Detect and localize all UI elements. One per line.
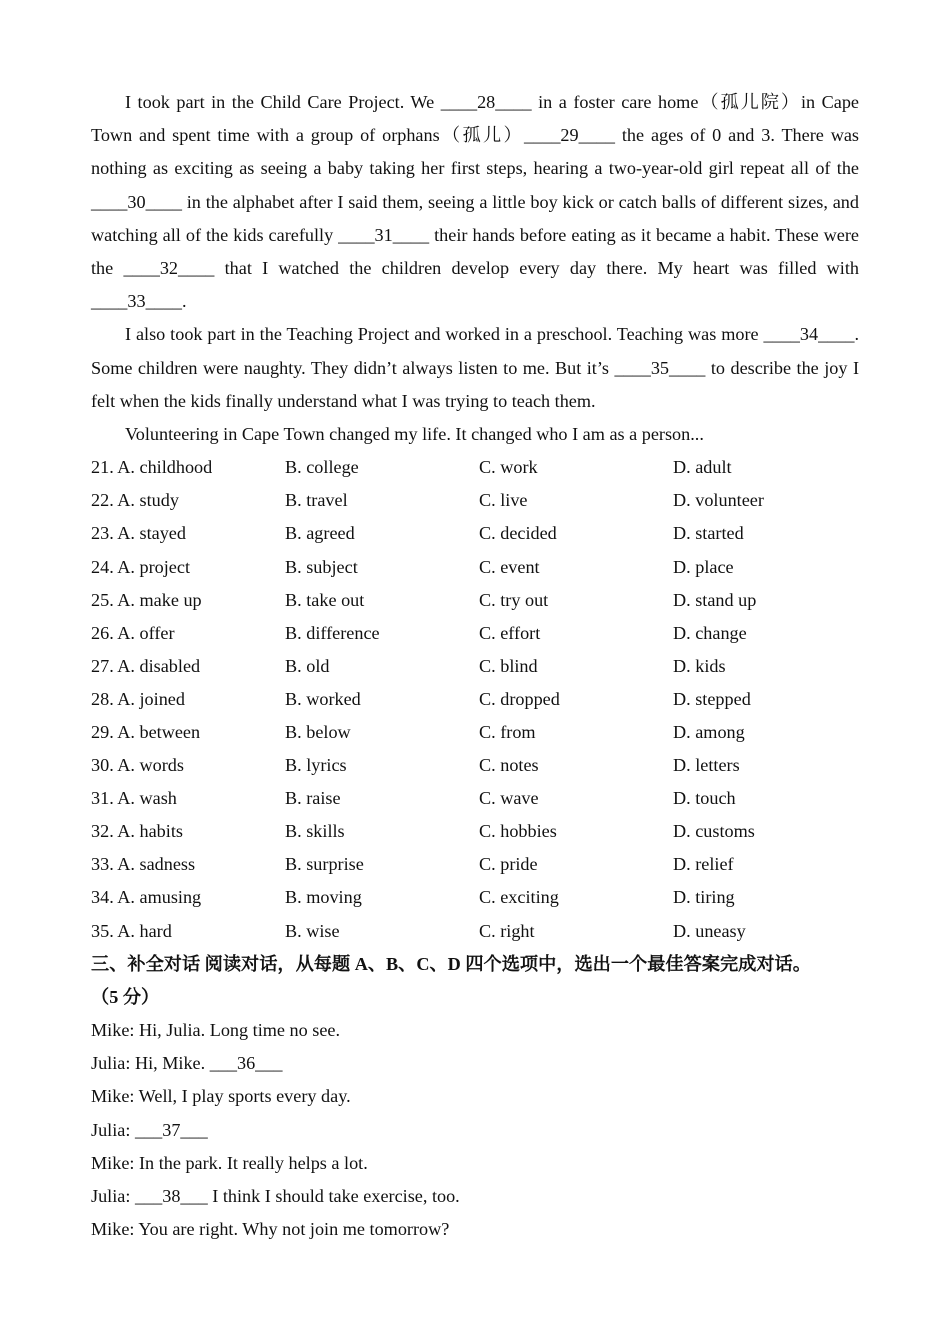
option-b: B. old xyxy=(285,655,330,676)
option-a: 21. A. childhood xyxy=(91,457,213,478)
option-row xyxy=(91,915,859,948)
option-a: 23. A. stayed xyxy=(91,523,186,544)
passage-paragraph: I also took part in the Teaching Project and worked in a preschool. Teaching was more ____34____. Some children were naughty. They didn’t always listen to me. But it’s ____35____ to describe the joy I felt when the kids finally understand what I was trying to teach them. xyxy=(91,324,859,411)
option-b: B. travel xyxy=(285,490,348,511)
option-row xyxy=(91,484,859,517)
dialogue-line: Julia: ___37___ xyxy=(91,1119,208,1140)
option-d: D. relief xyxy=(673,854,734,875)
option-d: D. adult xyxy=(673,457,732,478)
option-b: B. lyrics xyxy=(285,755,347,776)
option-b: B. wise xyxy=(285,920,340,941)
option-c: C. right xyxy=(479,920,535,941)
option-c: C. hobbies xyxy=(479,821,557,842)
option-d: D. among xyxy=(673,721,745,742)
dialogue-line: Mike: Well, I play sports every day. xyxy=(91,1086,351,1107)
option-c: C. wave xyxy=(479,788,539,809)
option-c: C. live xyxy=(479,490,528,511)
option-c: C. dropped xyxy=(479,688,560,709)
dialogue-line: Julia: ___38___ I think I should take exercise, too. xyxy=(91,1186,460,1207)
option-c: C. blind xyxy=(479,655,538,676)
option-c: C. decided xyxy=(479,523,557,544)
option-row xyxy=(91,650,859,683)
option-a: 32. A. habits xyxy=(91,821,183,842)
option-d: D. tiring xyxy=(673,887,735,908)
option-d: D. stepped xyxy=(673,688,751,709)
option-b: B. worked xyxy=(285,688,361,709)
option-c: C. effort xyxy=(479,622,541,643)
option-a: 27. A. disabled xyxy=(91,655,201,676)
option-row xyxy=(91,451,859,484)
option-a: 35. A. hard xyxy=(91,920,172,941)
option-a: 34. A. amusing xyxy=(91,887,202,908)
option-row xyxy=(91,716,859,749)
dialogue xyxy=(91,1014,859,1246)
option-b: B. subject xyxy=(285,556,358,577)
option-c: C. pride xyxy=(479,854,538,875)
option-d: D. change xyxy=(673,622,747,643)
option-a: 24. A. project xyxy=(91,556,191,577)
option-a: 30. A. words xyxy=(91,755,184,776)
option-b: B. surprise xyxy=(285,854,364,875)
section-heading-text: 三、补全对话 阅读对话，从每题 A、B、C、D 四个选项中，选出一个最佳答案完成对话。 xyxy=(91,953,811,974)
option-b: B. moving xyxy=(285,887,362,908)
option-a: 28. A. joined xyxy=(91,688,185,709)
option-d: D. customs xyxy=(673,821,755,842)
option-a: 29. A. between xyxy=(91,721,201,742)
option-row xyxy=(91,848,859,881)
option-a: 26. A. offer xyxy=(91,622,175,643)
dialogue-line: Mike: You are right. Why not join me tomorrow? xyxy=(91,1219,450,1240)
option-d: D. volunteer xyxy=(673,490,764,511)
option-row xyxy=(91,584,859,617)
option-d: D. place xyxy=(673,556,734,577)
option-row xyxy=(91,782,859,815)
option-b: B. take out xyxy=(285,589,365,610)
option-b: B. college xyxy=(285,457,359,478)
option-row xyxy=(91,881,859,914)
option-row xyxy=(91,551,859,584)
option-row xyxy=(91,683,859,716)
dialogue-line: Julia: Hi, Mike. ___36___ xyxy=(91,1053,283,1074)
section-score: （5 分） xyxy=(91,986,160,1007)
option-a: 31. A. wash xyxy=(91,788,177,809)
option-row xyxy=(91,517,859,550)
option-c: C. work xyxy=(479,457,538,478)
option-c: C. event xyxy=(479,556,540,577)
option-row xyxy=(91,617,859,650)
option-d: D. stand up xyxy=(673,589,757,610)
page-content xyxy=(91,86,859,1246)
section-heading xyxy=(91,948,859,1014)
dialogue-line: Mike: In the park. It really helps a lot. xyxy=(91,1152,368,1173)
passage-paragraph: Volunteering in Cape Town changed my life. It changed who I am as a person... xyxy=(125,424,704,445)
option-d: D. uneasy xyxy=(673,920,746,941)
option-row xyxy=(91,749,859,782)
option-b: B. skills xyxy=(285,821,345,842)
option-d: D. kids xyxy=(673,655,726,676)
option-d: D. letters xyxy=(673,755,740,776)
option-a: 22. A. study xyxy=(91,490,179,511)
option-c: C. exciting xyxy=(479,887,559,908)
option-a: 25. A. make up xyxy=(91,589,202,610)
dialogue-line: Mike: Hi, Julia. Long time no see. xyxy=(91,1020,341,1041)
option-row xyxy=(91,815,859,848)
option-b: B. raise xyxy=(285,788,341,809)
option-d: D. touch xyxy=(673,788,736,809)
option-c: C. notes xyxy=(479,755,539,776)
options-list xyxy=(91,451,859,947)
option-c: C. try out xyxy=(479,589,549,610)
option-b: B. below xyxy=(285,721,351,742)
option-a: 33. A. sadness xyxy=(91,854,196,875)
passage-paragraph: I took part in the Child Care Project. We ____28____ in a foster care home（孤儿院）in Cape Town and spent time with a group of orphans（孤儿）____29____ the ages of 0 and 3. There was nothing as exciting as seeing a baby taking her first steps, hearing a two-year-old girl repeat all of the ____30____ in the alphabet after I said them, seeing a little boy kick or catch balls of different sizes, and watching all of the kids carefully ____31____ their hands before eating as it became a habit. These were the ____32____ that I watched the children develop every day there. My heart was filled with ____33____. xyxy=(91,92,859,312)
option-c: C. from xyxy=(479,721,536,742)
option-b: B. agreed xyxy=(285,523,355,544)
option-d: D. started xyxy=(673,523,744,544)
option-b: B. difference xyxy=(285,622,380,643)
